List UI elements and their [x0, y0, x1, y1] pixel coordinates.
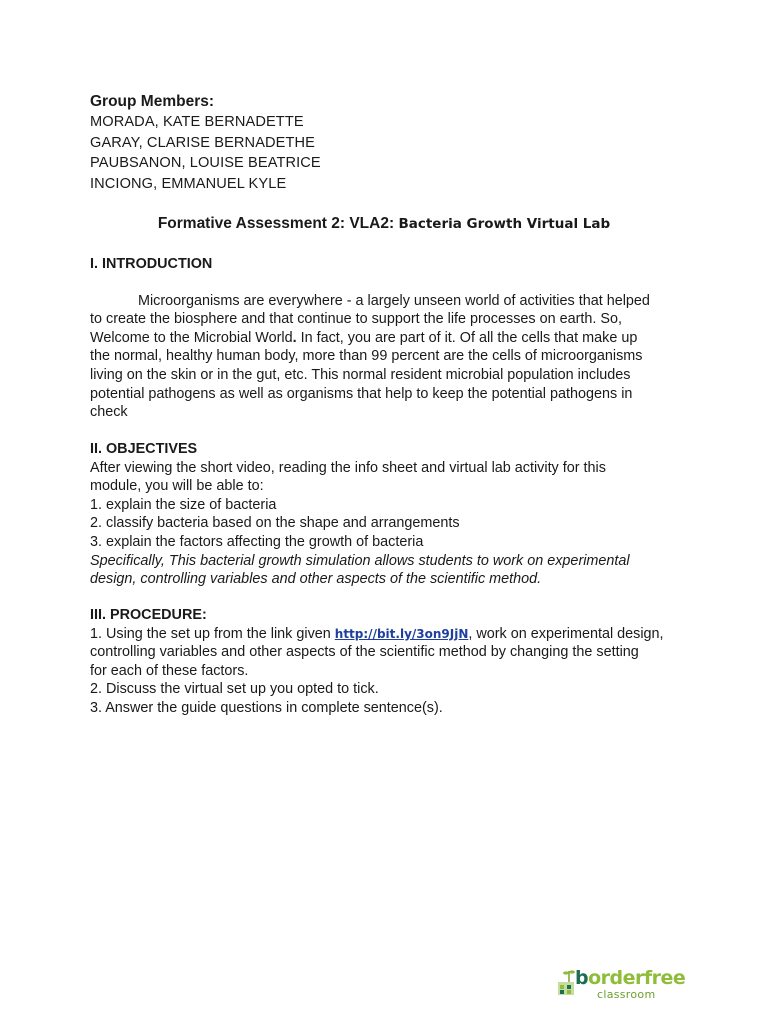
paragraph-text: Welcome to the Microbial World — [90, 329, 293, 346]
step-text: 1. Using the set up from the link given — [90, 625, 335, 642]
paragraph-line: module, you will be able to: — [90, 478, 264, 495]
logo-letter: b — [575, 967, 589, 989]
bold-period: . — [292, 329, 301, 346]
paragraph-line: check — [90, 404, 128, 421]
member-name: PAUBSANON, LOUISE BEATRICE — [90, 155, 321, 171]
objective-item: 1. explain the size of bacteria — [90, 496, 277, 513]
member-name: INCIONG, EMMANUEL KYLE — [90, 175, 287, 192]
paragraph-text: In fact, you are part of it. Of all the cells that make up — [300, 329, 638, 346]
member-name: MORADA, KATE BERNADETTE — [90, 114, 304, 130]
introduction-section — [90, 255, 690, 422]
paragraph-line: the normal, healthy human body, more than 99 percent are the cells of microorganisms — [90, 348, 643, 365]
group-members-heading: Group Members: — [90, 93, 215, 110]
objective-item: 3. explain the factors affecting the growth of bacteria — [90, 533, 424, 550]
step-text: , work on experimental design, — [468, 625, 664, 642]
bitly-link[interactable]: http://bit.ly/3on9JjN — [334, 626, 469, 641]
procedure-section — [90, 606, 690, 718]
paragraph-line: living on the skin or in the gut, etc. This normal resident microbial population includes — [90, 366, 631, 383]
title-sub: Bacteria Growth Virtual Lab — [398, 216, 611, 232]
paragraph-line: potential pathogens as well as organisms that help to keep the potential pathogens in — [90, 385, 633, 402]
paragraph-line: for each of these factors. — [90, 662, 249, 679]
member-name: GARAY, CLARISE BERNADETHE — [90, 134, 315, 151]
procedure-step — [90, 625, 690, 644]
title-main: Formative Assessment 2: VLA2: — [157, 215, 399, 232]
italic-line: design, controlling variables and other aspects of the scientific method. — [90, 571, 542, 588]
logo-plant-icon — [556, 968, 576, 996]
objectives-heading: II. OBJECTIVES — [90, 441, 198, 457]
paragraph-line: to create the biosphere and that continue to support the life processes on earth. So, — [90, 311, 622, 328]
logo-subtitle: classroom — [597, 988, 656, 1001]
document-title — [0, 215, 768, 233]
paragraph-line: controlling variables and other aspects of the scientific method by changing the setting — [90, 644, 639, 661]
group-members-section — [90, 92, 690, 194]
objective-item: 2. classify bacteria based on the shape and arrangements — [90, 515, 460, 532]
introduction-heading: I. INTRODUCTION — [90, 256, 213, 272]
paragraph-line: Microorganisms are everywhere - a largely unseen world of activities that helped — [138, 292, 650, 309]
italic-line: Specifically, This bacterial growth simulation allows students to work on experimental — [90, 552, 630, 569]
logo-wordmark — [575, 968, 685, 988]
logo-letter: o — [588, 967, 601, 989]
objectives-section — [90, 440, 690, 589]
paragraph-line: After viewing the short video, reading the info sheet and virtual lab activity for this — [90, 459, 606, 476]
procedure-heading: III. PROCEDURE: — [90, 607, 207, 623]
procedure-step: 3. Answer the guide questions in complete sentence(s). — [90, 699, 443, 716]
logo-letters: rderfree — [600, 967, 686, 989]
procedure-step: 2. Discuss the virtual set up you opted to tick. — [90, 681, 379, 698]
paragraph-line — [90, 329, 690, 348]
borderfree-logo — [556, 962, 686, 1004]
